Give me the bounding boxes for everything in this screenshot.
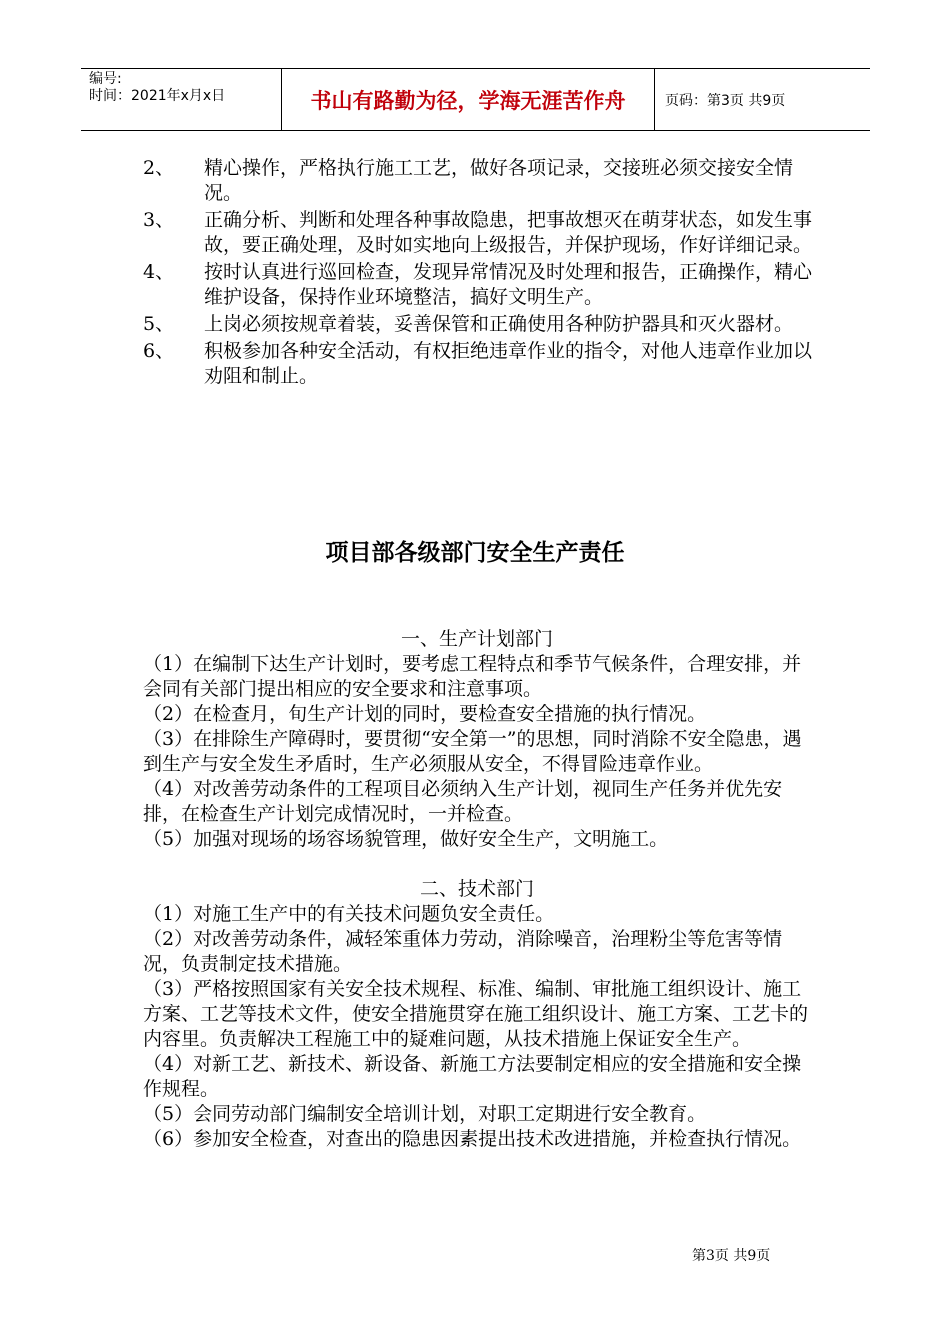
document-title: 项目部各级部门安全生产责任	[325, 540, 625, 566]
paragraph: （3）严格按照国家有关安全技术规程、标准、编制、审批施工组织设计、施工方案、工艺等技术文件，使安全措施贯穿在施工组织设计、施工方案、工艺卡的内容里。负责解决工程施工中的疑难问题，从技术措施上保证安全生产。	[143, 978, 809, 1050]
numbered-list	[143, 156, 823, 391]
header-meta	[81, 69, 282, 130]
sections	[143, 627, 811, 1152]
list-item-number: 2、	[143, 157, 175, 179]
list-item-text: 按时认真进行巡回检查，发现异常情况及时处理和报告，正确操作，精心维护设备，保持作业环境整洁，搞好文明生产。	[204, 261, 813, 308]
list-item-text: 积极参加各种安全活动，有权拒绝违章作业的指令，对他人违章作业加以劝阻和制止。	[204, 340, 813, 387]
paragraph: （3）在排除生产障碍时，要贯彻“安全第一”的思想，同时消除不安全隐患，遇到生产与安全发生矛盾时，生产必须服从安全，不得冒险违章作业。	[143, 728, 802, 775]
list-item-text: 上岗必须按规章着装，妥善保管和正确使用各种防护器具和灭火器材。	[204, 313, 794, 335]
document-number-label: 编号:	[89, 71, 122, 87]
header-page-info: 页码：第3页 共9页	[665, 92, 786, 109]
section-gap	[143, 852, 811, 877]
paragraph: （5）加强对现场的场容场貌管理，做好安全生产，文明施工。	[143, 828, 669, 850]
paragraph: （1）对施工生产中的有关技术问题负安全责任。	[143, 903, 555, 925]
list-item-text: 正确分析、判断和处理各种事故隐患，把事故想灭在萌芽状态，如发生事故，要正确处理，及时如实地向上级报告，并保护现场，作好详细记录。	[204, 209, 813, 256]
list-item-number: 3、	[143, 209, 175, 231]
list-item	[143, 312, 823, 337]
paragraph: （6）参加安全检查，对查出的隐患因素提出技术改进措施，并检查执行情况。	[143, 1128, 802, 1150]
page-footer: 第3页 共9页	[692, 1248, 771, 1264]
page-header	[81, 68, 870, 131]
header-motto: 书山有路勤为径，学海无涯苦作舟	[282, 69, 655, 130]
paragraph: （4）对新工艺、新技术、新设备、新施工方法要制定相应的安全措施和安全操作规程。	[143, 1053, 802, 1100]
list-item-number: 6、	[143, 340, 175, 362]
paragraph: （1）在编制下达生产计划时，要考虑工程特点和季节气候条件，合理安排，并会同有关部门提出相应的安全要求和注意事项。	[143, 653, 802, 700]
list-item	[143, 156, 823, 206]
list-item	[143, 260, 823, 310]
paragraph: （4）对改善劳动条件的工程项目必须纳入生产计划，视同生产任务并优先安排，在检查生产计划完成情况时，一并检查。	[143, 778, 783, 825]
paragraph: （2）在检查月，旬生产计划的同时，要检查安全措施的执行情况。	[143, 703, 707, 725]
paragraph: （5）会同劳动部门编制安全培训计划，对职工定期进行安全教育。	[143, 1103, 707, 1125]
paragraph: （2）对改善劳动条件，减轻笨重体力劳动，消除噪音，治理粉尘等危害等情况，负责制定技术措施。	[143, 928, 783, 975]
list-item-number: 5、	[143, 313, 175, 335]
list-item-text: 精心操作，严格执行施工工艺，做好各项记录，交接班必须交接安全情况。	[204, 157, 794, 204]
document-date: 时间：2021年x月x日	[89, 88, 226, 104]
section-heading: 一、生产计划部门	[400, 628, 553, 650]
list-item	[143, 339, 823, 389]
list-item-number: 4、	[143, 261, 175, 283]
section-heading: 二、技术部门	[419, 878, 534, 900]
list-item	[143, 208, 823, 258]
